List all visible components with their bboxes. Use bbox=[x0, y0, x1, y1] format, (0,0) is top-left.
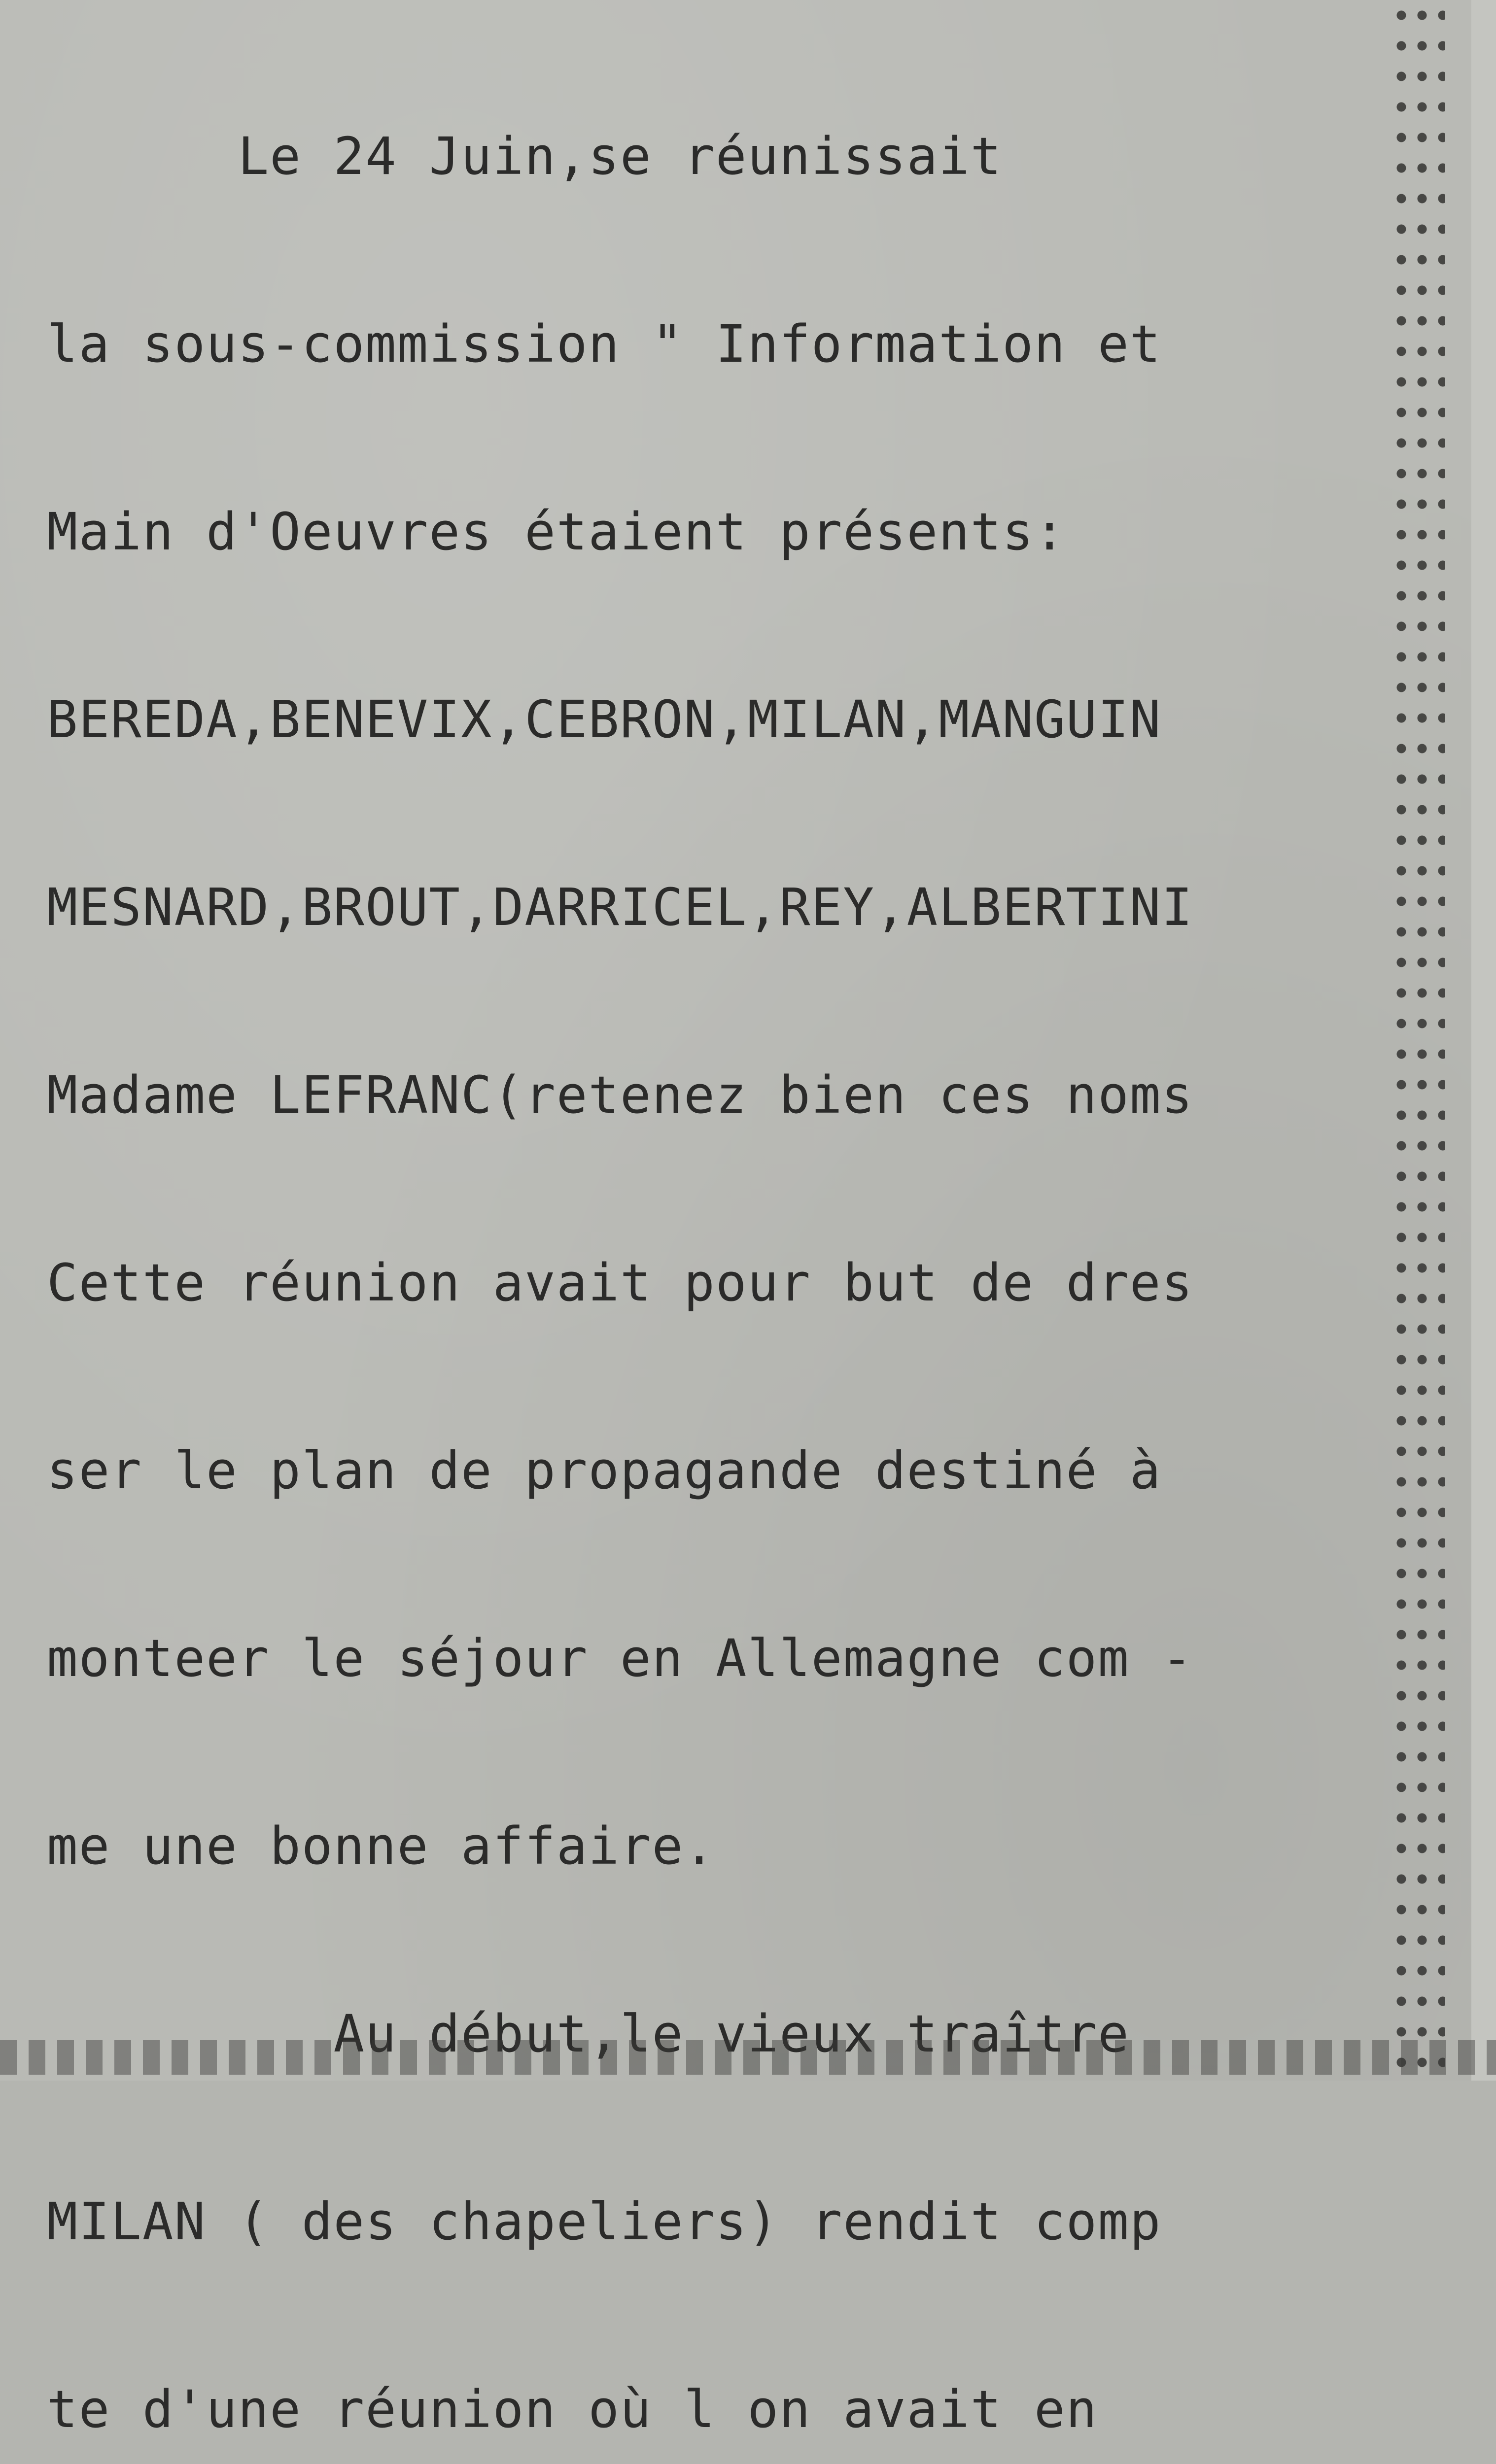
text-line: Main d'Oeuvres étaient présents: bbox=[47, 502, 1066, 562]
text-line: la sous-commission " Information et bbox=[47, 314, 1162, 374]
text-line: ser le plan de propagande destiné à bbox=[47, 1440, 1162, 1501]
text-line: MESNARD,BROUT,DARRICEL,REY,ALBERTINI bbox=[47, 877, 1194, 937]
text-line: monteer le séjour en Allemagne com - bbox=[47, 1628, 1194, 1688]
bottom-dash-border bbox=[0, 2040, 1496, 2075]
punch-holes-column bbox=[1391, 0, 1445, 2081]
text-line: Cette réunion avait pour but de dres bbox=[47, 1253, 1194, 1313]
text-line: Au début,le vieux traître bbox=[47, 2004, 1130, 2064]
text-line: BEREDA,BENEVIX,CEBRON,MILAN,MANGUIN bbox=[47, 689, 1162, 750]
page-edge bbox=[1471, 0, 1496, 2081]
typed-text-body bbox=[47, 0, 1407, 2464]
text-line: MILAN ( des chapeliers) rendit comp bbox=[47, 2191, 1162, 2252]
text-line: Le 24 Juin,se réunissait bbox=[47, 126, 1003, 186]
text-line: Madame LEFRANC(retenez bien ces noms bbox=[47, 1065, 1194, 1125]
text-line: me une bonne affaire. bbox=[47, 1816, 716, 1876]
text-line: te d'une réunion où l on avait en bbox=[47, 2379, 1098, 2439]
